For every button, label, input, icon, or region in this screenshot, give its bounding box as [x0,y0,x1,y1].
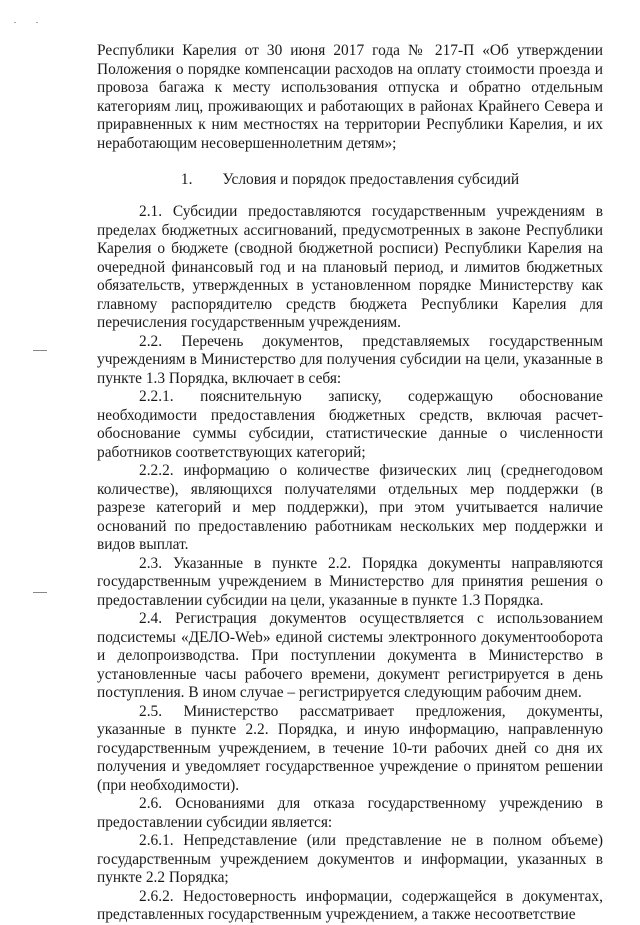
paragraph-2-2: 2.2. Перечень документов, представляемых государственным учреждениям в Министерство для получения субсидии на цели, указанные в пункте 1.3 Порядка, включает в себя: [97,332,603,387]
paragraph-2-5: 2.5. Министерство рассматривает предложения, документы, указанные в пункте 2.2. Порядка, и иную информацию, направленную государственным учреждением, в течение 10-ти рабочих дней со дня их получения и уведомляет государственное учреждение о принятом решении (при необходимости). [97,702,603,794]
scan-margin-mark [33,592,47,593]
paragraph-2-3: 2.3. Указанные в пункте 2.2. Порядка документы направляются государственным учреждением в Министерство для принятия решения о предоставлении субсидии на цели, указанные в пункте 1.3 Порядка. [97,554,603,609]
section-number: 1. [180,171,193,188]
intro-text: Республики Карелия от 30 июня 2017 года № 217-П «Об утверждении Положения о порядке компенсации расходов на оплату стоимости проезда и провоза багажа к месту использования отпуска и обратно отдельным категориям лиц, проживающих и работающих в районах Крайнего Севера и приравненных к ним местностях на территории Республики Карелия, и их неработающим несовершеннолетним детям»; [97,42,603,152]
paragraph-2-6-1: 2.6.1. Непредставление (или представление не в полном объеме) государственным учреждением документов и информации, указанных в пункте 2.2 Порядка; [97,832,603,886]
section-body [97,203,603,925]
paragraph-2-4: 2.4. Регистрация документов осуществляется с использованием подсистемы «ДЕЛО-Web» единой системы электронного документооборота и делопроизводства. При поступлении документа в Министерство в установленные часы рабочего времени, документ регистрируется в день поступления. В ином случае – регистрируется следующим рабочим днем. [97,610,603,701]
paragraph-2-2-2: 2.2.2. информацию о количестве физических лиц (среднегодовом количестве), являющихся получателями отдельных мер поддержки (в разрезе категорий и мер поддержки), при этом учитывается наличие оснований по предоставлению работникам нескольких мер поддержки и видов выплат. [97,462,603,553]
section-title: Условия и порядок предоставления субсидий [222,171,520,188]
paragraph-2-6-2: 2.6.2. Недостоверность информации, содержащейся в документах, представленных государственным учреждением, а также несоответствие [97,887,603,923]
scan-margin-mark [33,350,47,351]
paragraph-2-6: 2.6. Основаниями для отказа государственному учреждению в предоставлении субсидии является: [97,795,603,831]
intro-paragraph [97,42,603,153]
scan-speck [14,22,16,23]
paragraph-2-2-1: 2.2.1. пояснительную записку, содержащую обоснование необходимости предоставления бюджетных средств, включая расчет-обоснование суммы субсидии, статистические данные о численности работников соответствующих категорий; [97,388,603,461]
paragraph-2-1: 2.1. Субсидии предоставляются государственным учреждениям в пределах бюджетных ассигнований, предусмотренных в законе Республики Карелия о бюджете (сводной бюджетной росписи) Республики Карелия на очередной финансовый год и на плановый период, и лимитов бюджетных обязательств, утвержденных в установленном порядке Министерству как главному распорядителю средств бюджета Республики Карелия для перечисления государственным учреждениям. [97,203,603,331]
scan-speck [36,22,38,23]
section-heading [97,171,603,190]
